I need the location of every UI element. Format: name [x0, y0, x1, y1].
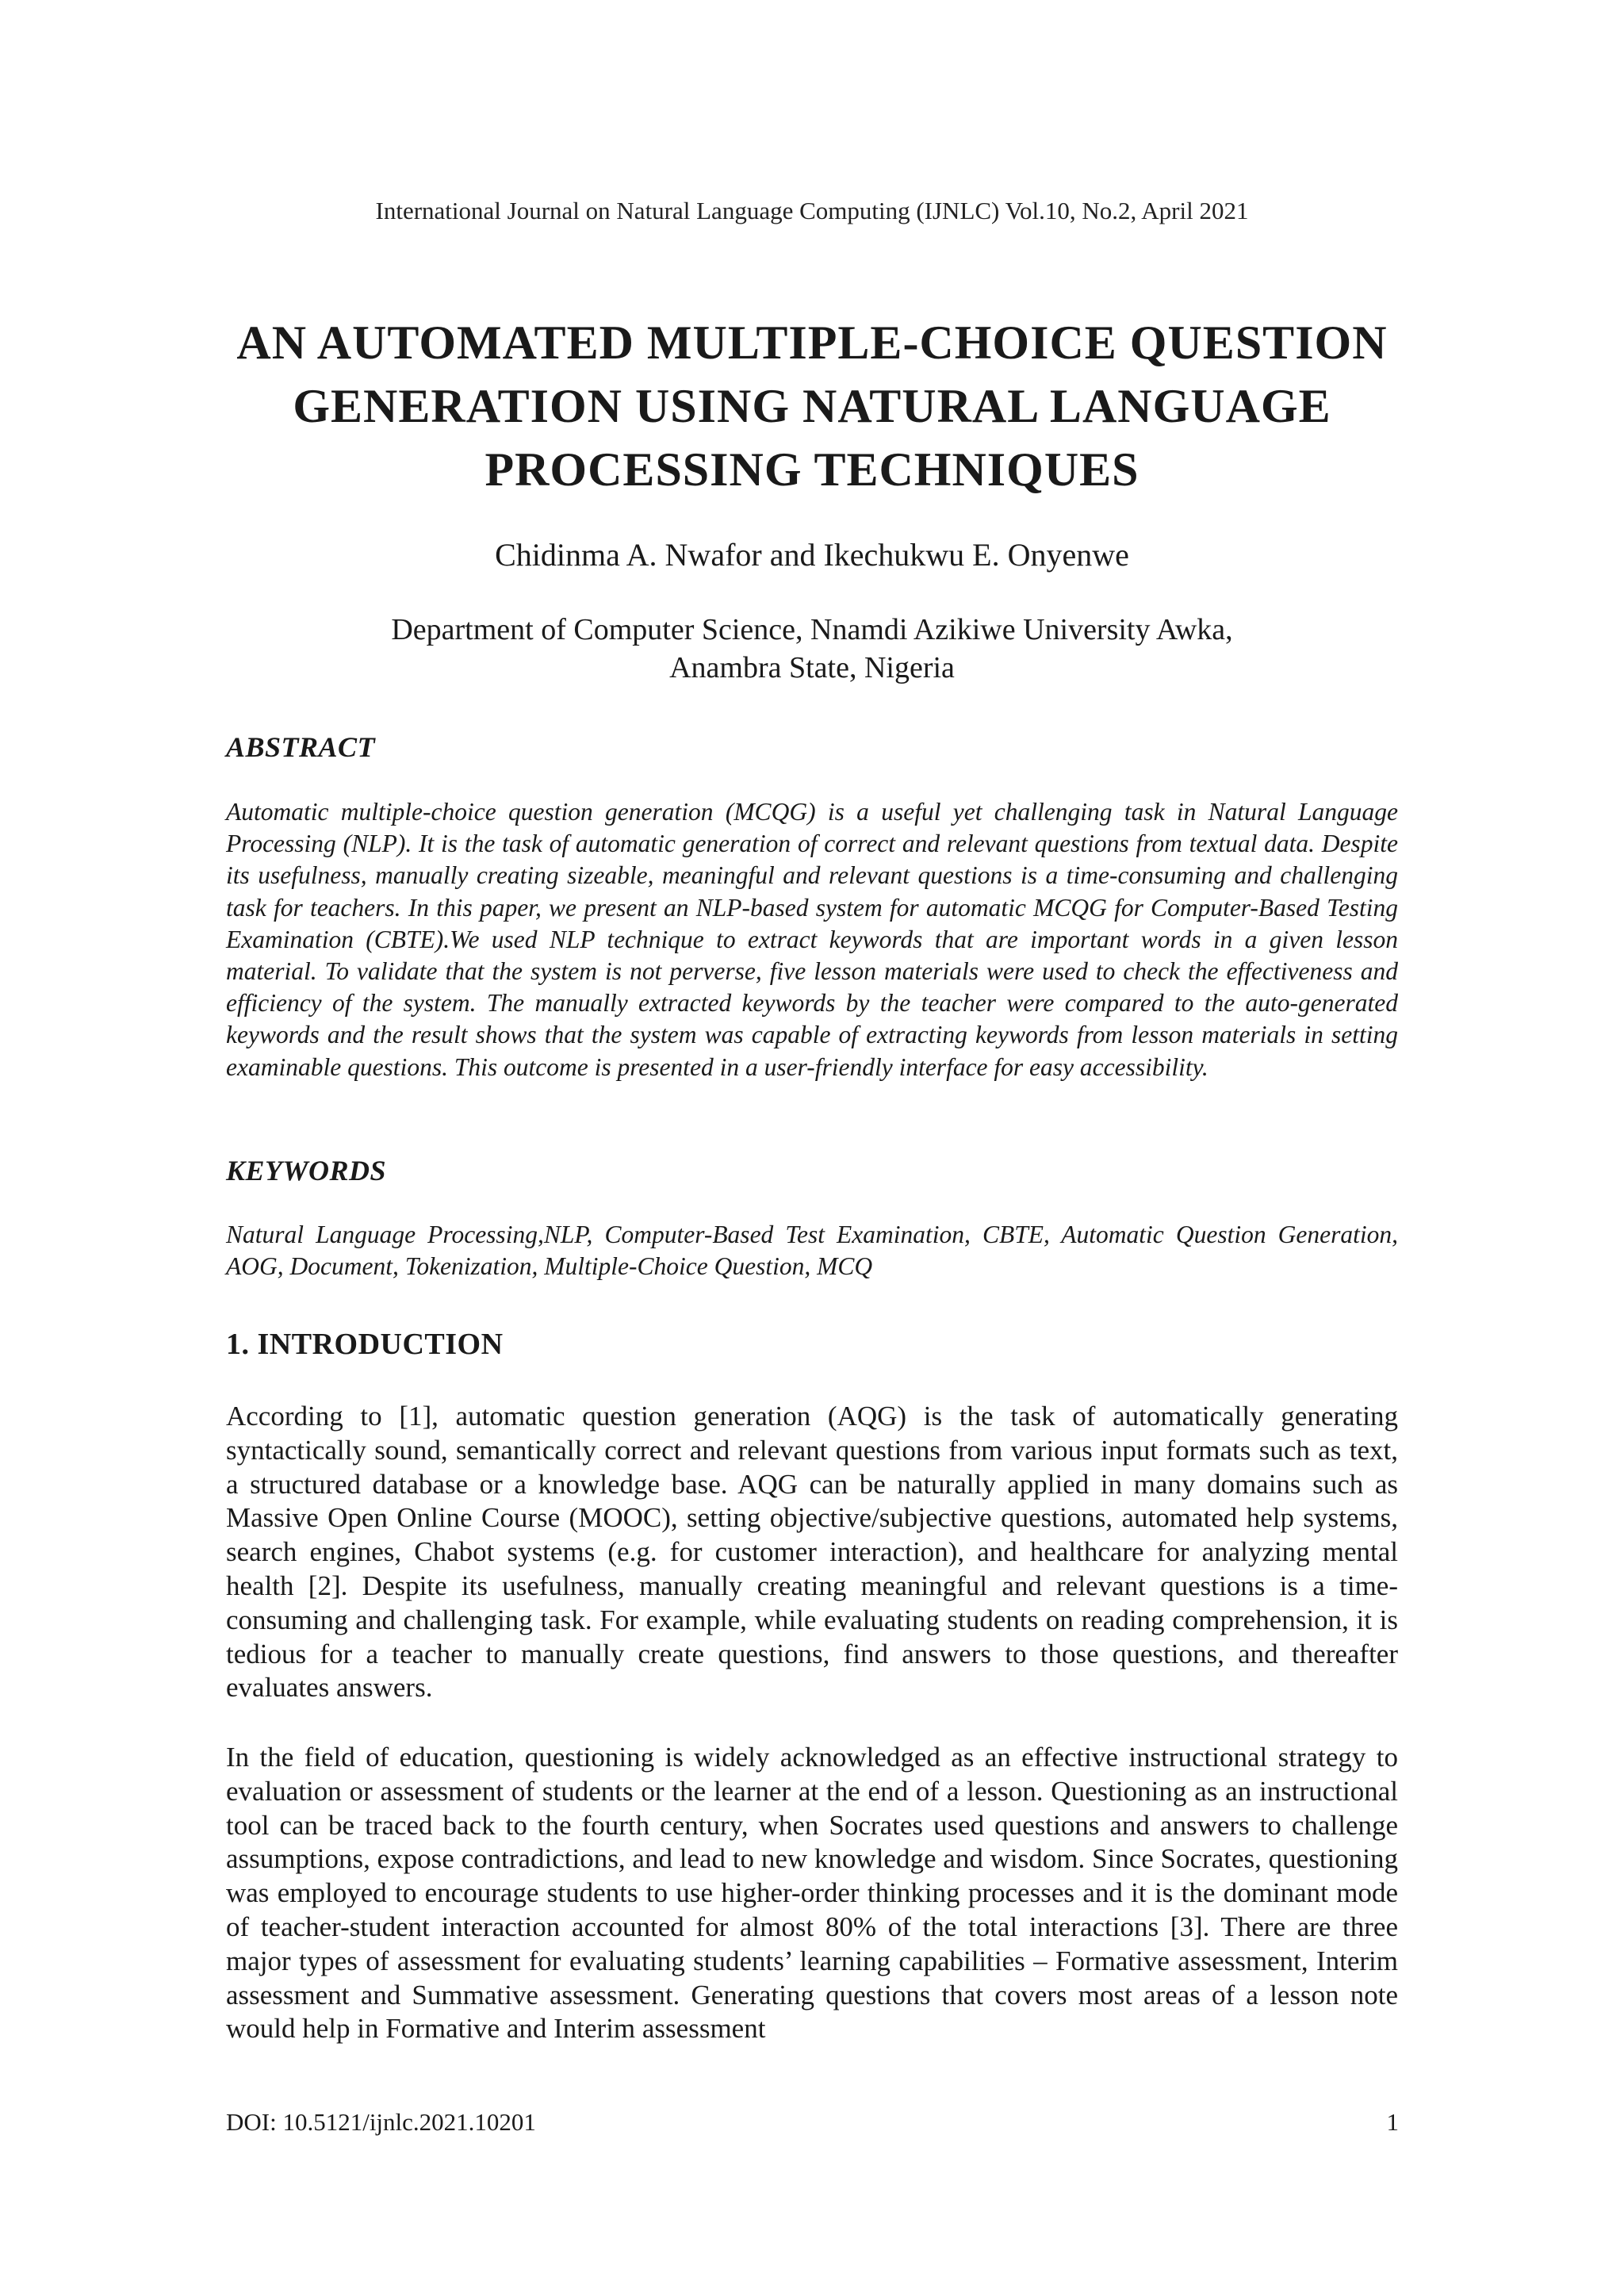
keywords-text: Natural Language Processing,NLP, Computer-Based Test Examination, CBTE, Automatic Question Generation, AOG, Document, Tokenization, Multiple-Choice Question, MCQ: [226, 1221, 1398, 1281]
introduction-paragraph-1: According to [1], automatic question generation (AQG) is the task of automatically generating syntactically sound, semantically correct and relevant questions from various input formats such as text, a structured database or a knowledge base. AQG can be naturally applied in many domains such as Massive Open Online Course (MOOC), setting objective/subjective questions, automated help systems, search engines, Chabot systems (e.g. for customer interaction), and healthcare for analyzing mental health [2]. Despite its usefulness, manually creating meaningful and relevant questions is a time-consuming and challenging task. For example, while evaluating students on reading comprehension, it is tedious for a teacher to manually create questions, find answers to those questions, and thereafter evaluates answers.: [226, 1401, 1398, 1704]
affiliation: [0, 611, 1624, 687]
title-line-3: PROCESSING TECHNIQUES: [485, 443, 1139, 496]
abstract-text: Automatic multiple-choice question generation (MCQG) is a useful yet challenging task in Natural Language Processing (NLP). It is the task of automatic generation of correct and relevant questions from textual data. Despite its usefulness, manually creating sizeable, meaningful and relevant questions is a time-consuming and challenging task for teachers. In this paper, we present an NLP-based system for automatic MCQG for Computer-Based Testing Examination (CBTE).We used NLP technique to extract keywords that are important words in a given lesson material. To validate that the system is not perverse, five lesson materials were used to check the effectiveness and efficiency of the system. The manually extracted keywords by the teacher were compared to the auto-generated keywords and the result shows that the system was capable of extracting keywords from lesson materials in setting examinable questions. This outcome is presented in a user-friendly interface for easy accessibility.: [226, 798, 1398, 1081]
title-line-2: GENERATION USING NATURAL LANGUAGE: [293, 380, 1331, 432]
title-line-1: AN AUTOMATED MULTIPLE-CHOICE QUESTION: [236, 316, 1388, 369]
affiliation-line-1: Department of Computer Science, Nnamdi Azikiwe University Awka,: [391, 613, 1233, 646]
authors: Chidinma A. Nwafor and Ikechukwu E. Onyenwe: [495, 537, 1129, 573]
page-number: 1: [1386, 2108, 1399, 2136]
journal-header: International Journal on Natural Language Computing (IJNLC) Vol.10, No.2, April 2021: [375, 197, 1249, 224]
keywords-heading: KEYWORDS: [226, 1155, 387, 1186]
footer-doi: DOI: 10.5121/ijnlc.2021.10201: [226, 2108, 536, 2136]
affiliation-line-2: Anambra State, Nigeria: [669, 651, 955, 684]
introduction-heading: 1. INTRODUCTION: [226, 1328, 504, 1361]
paper-title: [0, 311, 1624, 501]
introduction-paragraph-2: In the field of education, questioning is widely acknowledged as an effective instructional strategy to evaluation or assessment of students or the learner at the end of a lesson. Questioning as an instructional tool can be traced back to the fourth century, when Socrates used questions and answers to challenge assumptions, expose contradictions, and lead to new knowledge and wisdom. Since Socrates, questioning was employed to encourage students to use higher-order thinking processes and it is the dominant mode of teacher-student interaction accounted for almost 80% of the total interactions [3]. There are three major types of assessment for evaluating students’ learning capabilities – Formative assessment, Interim assessment and Summative assessment. Generating questions that covers most areas of a lesson note would help in Formative and Interim assessment: [226, 1742, 1398, 2045]
abstract-heading: ABSTRACT: [226, 731, 376, 763]
